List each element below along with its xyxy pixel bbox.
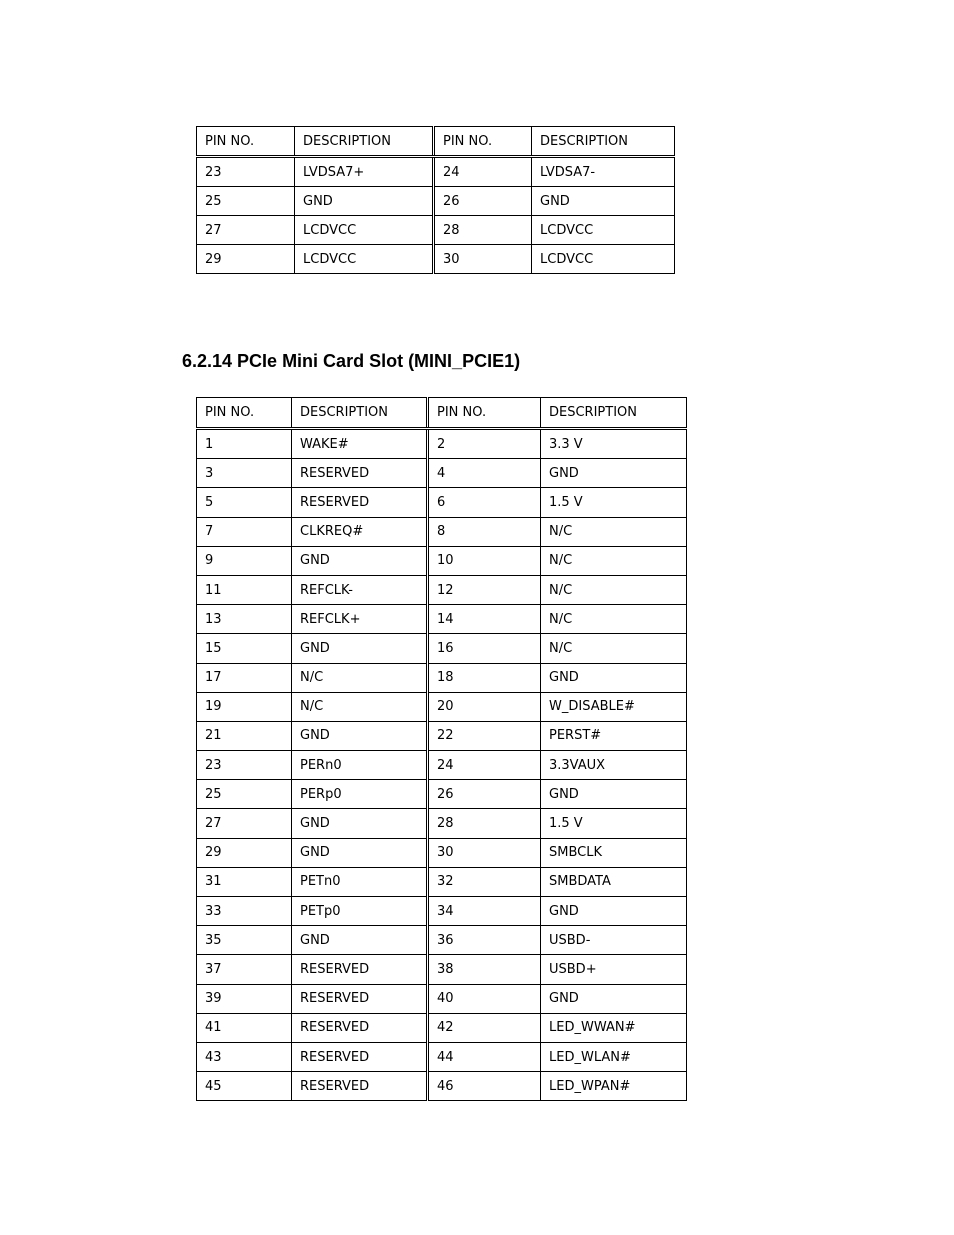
pin-description: GND xyxy=(292,546,428,575)
table-row xyxy=(197,187,675,216)
pin-description: USBD- xyxy=(541,926,687,955)
lvds-pin-table-continued xyxy=(196,126,675,274)
pin-description: GND xyxy=(541,459,687,488)
pin-description: W_DISABLE# xyxy=(541,692,687,721)
pin-description: LVDSA7- xyxy=(532,157,675,187)
pin-number: 23 xyxy=(197,751,292,780)
pin-number: 26 xyxy=(434,187,532,216)
table-row xyxy=(197,926,687,955)
pin-number: 19 xyxy=(197,692,292,721)
pin-number: 14 xyxy=(428,605,541,634)
table-row xyxy=(197,517,687,546)
pin-description: RESERVED xyxy=(292,955,428,984)
table-row xyxy=(197,721,687,750)
table-header-row xyxy=(197,127,675,157)
pin-number: 28 xyxy=(428,809,541,838)
pin-description: GND xyxy=(292,634,428,663)
pin-description: RESERVED xyxy=(292,1042,428,1071)
pin-number: 24 xyxy=(434,157,532,187)
pin-number: 10 xyxy=(428,546,541,575)
pin-number: 33 xyxy=(197,897,292,926)
pin-number: 4 xyxy=(428,459,541,488)
pin-number: 13 xyxy=(197,605,292,634)
table-row xyxy=(197,634,687,663)
pin-description: PERn0 xyxy=(292,751,428,780)
pin-number: 17 xyxy=(197,663,292,692)
pin-description: N/C xyxy=(292,663,428,692)
pin-description: RESERVED xyxy=(292,459,428,488)
pin-description: LED_WLAN# xyxy=(541,1042,687,1071)
table-row xyxy=(197,867,687,896)
pin-number: 25 xyxy=(197,780,292,809)
table-row xyxy=(197,692,687,721)
pin-description: GND xyxy=(541,663,687,692)
table-row xyxy=(197,1072,687,1101)
pin-number: 15 xyxy=(197,634,292,663)
pin-description: N/C xyxy=(541,634,687,663)
pin-description: GND xyxy=(295,187,434,216)
table-row xyxy=(197,955,687,984)
table-row xyxy=(197,984,687,1013)
table-row xyxy=(197,216,675,245)
pin-description: RESERVED xyxy=(292,984,428,1013)
pin-number: 16 xyxy=(428,634,541,663)
pin-description: LED_WWAN# xyxy=(541,1013,687,1042)
table-row xyxy=(197,809,687,838)
pin-number: 34 xyxy=(428,897,541,926)
pin-number: 26 xyxy=(428,780,541,809)
pin-description: LVDSA7+ xyxy=(295,157,434,187)
table-row xyxy=(197,157,675,187)
pin-description: GND xyxy=(292,838,428,867)
pin-description: GND xyxy=(541,897,687,926)
pin-number: 2 xyxy=(428,429,541,459)
pin-number: 27 xyxy=(197,216,295,245)
pin-number: 12 xyxy=(428,575,541,604)
pin-description: N/C xyxy=(541,605,687,634)
table-row xyxy=(197,459,687,488)
pin-description: PERST# xyxy=(541,721,687,750)
pin-number: 18 xyxy=(428,663,541,692)
pin-no-header: PIN NO. xyxy=(434,127,532,157)
pin-number: 36 xyxy=(428,926,541,955)
pin-number: 39 xyxy=(197,984,292,1013)
table-row xyxy=(197,488,687,517)
description-header: DESCRIPTION xyxy=(295,127,434,157)
description-header: DESCRIPTION xyxy=(532,127,675,157)
pin-description: 3.3VAUX xyxy=(541,751,687,780)
pin-description: REFCLK+ xyxy=(292,605,428,634)
pin-number: 27 xyxy=(197,809,292,838)
pin-number: 9 xyxy=(197,546,292,575)
pin-description: PETp0 xyxy=(292,897,428,926)
pin-description: GND xyxy=(292,721,428,750)
pin-description: USBD+ xyxy=(541,955,687,984)
table-header-row xyxy=(197,398,687,429)
pin-description: GND xyxy=(532,187,675,216)
pin-description: CLKREQ# xyxy=(292,517,428,546)
pin-description: 1.5 V xyxy=(541,488,687,517)
table-row xyxy=(197,429,687,459)
pin-no-header: PIN NO. xyxy=(197,127,295,157)
pin-description: RESERVED xyxy=(292,488,428,517)
pin-description: GND xyxy=(541,984,687,1013)
pin-description: SMBCLK xyxy=(541,838,687,867)
pin-description: LCDVCC xyxy=(532,216,675,245)
pin-number: 29 xyxy=(197,245,295,274)
pin-description: RESERVED xyxy=(292,1013,428,1042)
pin-number: 38 xyxy=(428,955,541,984)
pin-description: LCDVCC xyxy=(295,245,434,274)
table-row xyxy=(197,1013,687,1042)
pin-number: 24 xyxy=(428,751,541,780)
description-header: DESCRIPTION xyxy=(541,398,687,429)
pin-description: GND xyxy=(292,809,428,838)
table-row xyxy=(197,751,687,780)
pin-number: 20 xyxy=(428,692,541,721)
pin-number: 7 xyxy=(197,517,292,546)
pin-number: 22 xyxy=(428,721,541,750)
description-header: DESCRIPTION xyxy=(292,398,428,429)
table-row xyxy=(197,605,687,634)
pin-description: REFCLK- xyxy=(292,575,428,604)
section-title: 6.2.14 PCIe Mini Card Slot (MINI_PCIE1) xyxy=(182,351,521,371)
pin-number: 1 xyxy=(197,429,292,459)
pin-no-header: PIN NO. xyxy=(197,398,292,429)
pin-number: 23 xyxy=(197,157,295,187)
pin-number: 32 xyxy=(428,867,541,896)
table-row xyxy=(197,838,687,867)
pin-no-header: PIN NO. xyxy=(428,398,541,429)
table-row xyxy=(197,897,687,926)
pin-number: 3 xyxy=(197,459,292,488)
pin-number: 30 xyxy=(428,838,541,867)
pin-number: 30 xyxy=(434,245,532,274)
pin-number: 21 xyxy=(197,721,292,750)
pin-description: SMBDATA xyxy=(541,867,687,896)
pin-number: 11 xyxy=(197,575,292,604)
pin-number: 41 xyxy=(197,1013,292,1042)
pin-description: LCDVCC xyxy=(532,245,675,274)
pin-description: WAKE# xyxy=(292,429,428,459)
pin-description: RESERVED xyxy=(292,1072,428,1101)
pin-number: 43 xyxy=(197,1042,292,1071)
table-row xyxy=(197,663,687,692)
pin-number: 37 xyxy=(197,955,292,984)
table-row xyxy=(197,1042,687,1071)
pin-number: 25 xyxy=(197,187,295,216)
table-row xyxy=(197,245,675,274)
pin-number: 35 xyxy=(197,926,292,955)
pin-number: 8 xyxy=(428,517,541,546)
pin-number: 6 xyxy=(428,488,541,517)
pin-description: GND xyxy=(292,926,428,955)
table-row xyxy=(197,546,687,575)
pin-description: N/C xyxy=(541,546,687,575)
pin-description: N/C xyxy=(292,692,428,721)
pin-description: PETn0 xyxy=(292,867,428,896)
pin-number: 44 xyxy=(428,1042,541,1071)
mini-pcie-pin-table xyxy=(196,397,687,1101)
pin-description: N/C xyxy=(541,517,687,546)
pin-description: PERp0 xyxy=(292,780,428,809)
pin-number: 40 xyxy=(428,984,541,1013)
pin-number: 29 xyxy=(197,838,292,867)
pin-number: 42 xyxy=(428,1013,541,1042)
pin-description: LED_WPAN# xyxy=(541,1072,687,1101)
pin-description: 1.5 V xyxy=(541,809,687,838)
pin-number: 31 xyxy=(197,867,292,896)
table-row xyxy=(197,575,687,604)
pin-number: 28 xyxy=(434,216,532,245)
pin-description: GND xyxy=(541,780,687,809)
pin-number: 5 xyxy=(197,488,292,517)
pin-description: LCDVCC xyxy=(295,216,434,245)
pin-number: 45 xyxy=(197,1072,292,1101)
pin-number: 46 xyxy=(428,1072,541,1101)
pin-description: 3.3 V xyxy=(541,429,687,459)
table-row xyxy=(197,780,687,809)
pin-description: N/C xyxy=(541,575,687,604)
